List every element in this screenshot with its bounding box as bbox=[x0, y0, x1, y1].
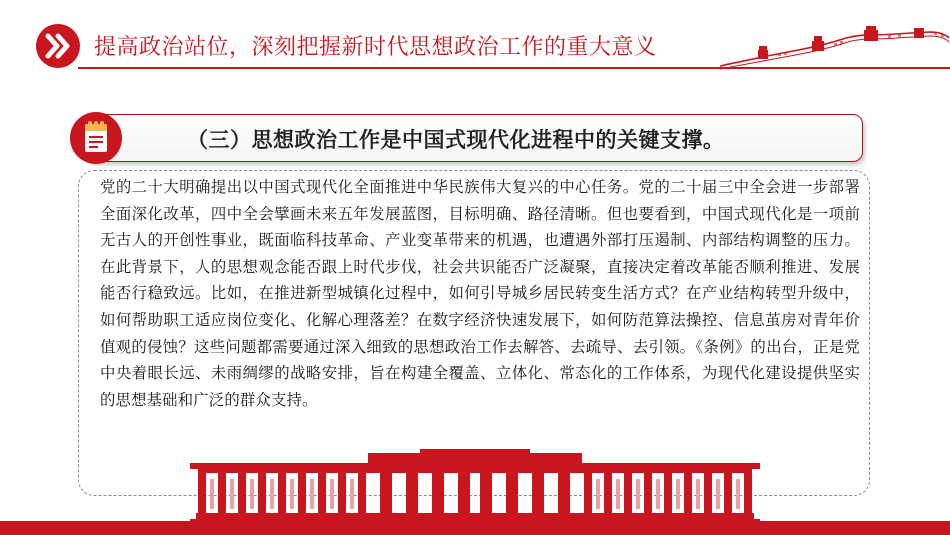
page-title: 提高政治站位，深刻把握新时代思想政治工作的重大意义 bbox=[94, 35, 657, 60]
double-chevron-right-icon bbox=[36, 24, 80, 68]
header-divider bbox=[78, 67, 950, 69]
great-hall-building-icon bbox=[190, 449, 760, 529]
section-title: （三）思想政治工作是中国式现代化进程中的关键支撑。 bbox=[187, 128, 725, 152]
bottom-band bbox=[0, 521, 950, 535]
body-paragraph: 党的二十大明确提出以中国式现代化全面推进中华民族伟大复兴的中心任务。党的二十届三中全会进一步部署全面深化改革，四中全会擘画未来五年发展蓝图，目标明确、路径清晰。但也要看到，中国式现代化是一项前无古人的开创性事业，既面临科技革命、产业变革带来的机遇，也遭遇外部打压遏制、内部结构调整的压力。在此背景下，人的思想观念能否跟上时代步伐，社会共识能否广泛凝聚，直接决定着改革能否顺利推进、发展能否行稳致远。比如，在推进新型城镇化过程中，如何引导城乡居民转变生活方式？在产业结构转型升级中，如何帮助职工适应岗位变化、化解心理落差？在数字经济快速发展下，如何防范算法操控、信息茧房对青年价值观的侵蚀？这些问题都需要通过深入细致的思想政治工作去解答、去疏导、去引领。《条例》的出台，正是党中央着眼长远、未雨绸缪的战略安排，旨在构建全覆盖、立体化、常态化的工作体系，为现代化建设提供坚实的思想基础和广泛的群众支持。 bbox=[100, 178, 860, 409]
slide-header bbox=[0, 0, 950, 72]
notepad-icon bbox=[70, 112, 122, 164]
section-banner bbox=[86, 114, 863, 162]
great-wall-icon bbox=[718, 26, 950, 70]
